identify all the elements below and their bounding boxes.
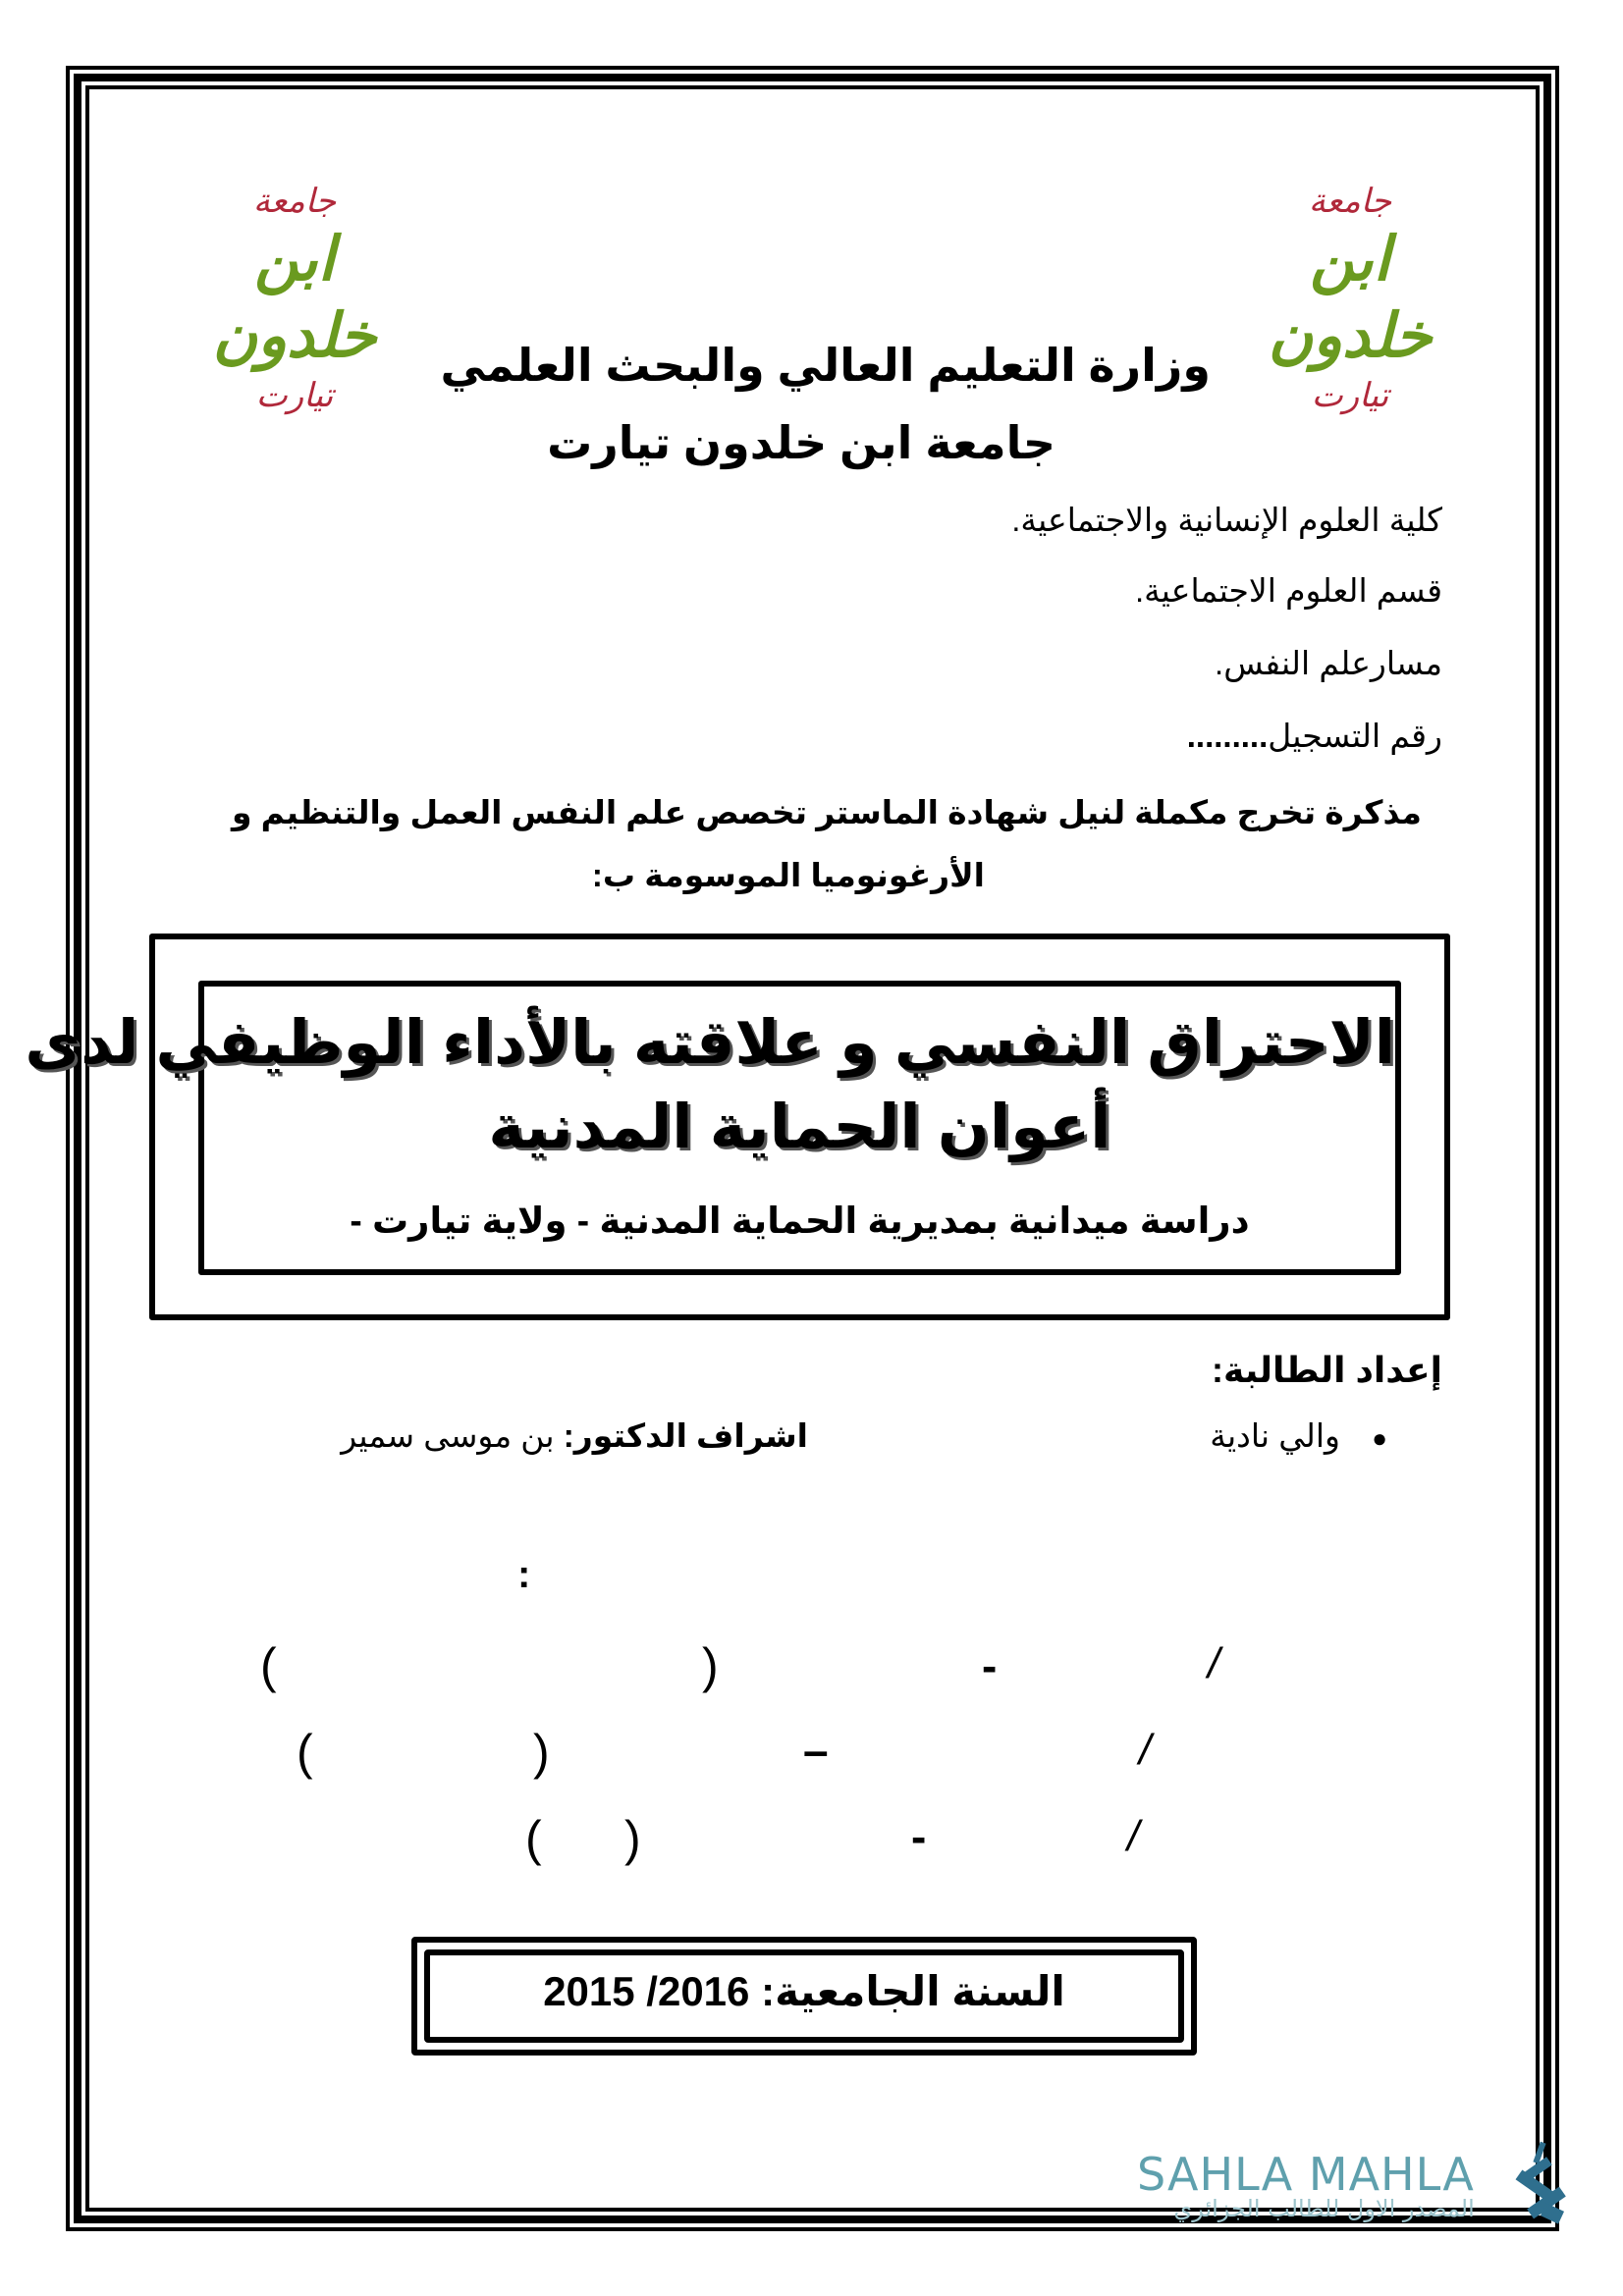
supervisor-name: بن موسى سمير — [341, 1417, 555, 1454]
academic-year — [430, 1967, 1178, 2015]
registration-label: رقم التسجيل — [1268, 718, 1442, 754]
row3-paren-left: ( — [525, 1811, 542, 1866]
watermark-tagline: المصدر الاول للطالب الجزائري — [1173, 2195, 1475, 2222]
row2-slash: / — [1139, 1726, 1152, 1774]
watermark-block — [1137, 2148, 1475, 2222]
row1-paren-left: ( — [260, 1638, 277, 1693]
row1-paren-right: ) — [702, 1638, 719, 1693]
bullet-icon: ● — [1372, 1422, 1387, 1453]
row1-slash: / — [1208, 1639, 1220, 1687]
logo-word-tiaret: تيارت — [255, 376, 334, 415]
registration-value: ......... — [1186, 718, 1269, 754]
row1-dash: - — [982, 1640, 998, 1691]
logo-word-ibn-khaldoun: ابن خلدون — [1268, 223, 1433, 371]
watermark-calligraphy-icon — [1507, 2138, 1576, 2226]
supervisor-label: اشراف الدكتور: — [563, 1417, 808, 1454]
logo-word-tiaret: تيارت — [1311, 376, 1389, 415]
faculty-line: كلية العلوم الإنسانية والاجتماعية. — [1011, 502, 1442, 538]
row3-dash: - — [911, 1811, 927, 1862]
track-line: مسارعلم النفس. — [1215, 645, 1442, 681]
row3-paren-right: ) — [624, 1811, 641, 1866]
committee-colon: : — [517, 1553, 531, 1596]
thesis-intro-line2: الأرغونوميا الموسومة ب: — [591, 857, 985, 893]
thesis-intro-line1: مذكرة تخرج مكملة لنيل شهادة الماستر تخصص علم النفس العمل والتنظيم و — [231, 794, 1422, 830]
university-logo-left — [187, 182, 403, 415]
row3-slash: / — [1127, 1812, 1140, 1860]
university-logo-right — [1242, 182, 1458, 415]
student-entry — [1210, 1416, 1387, 1455]
row2-dash: – — [803, 1725, 829, 1776]
academic-year-value: 2015 /2016 — [543, 1968, 750, 2014]
row2-paren-left: ( — [297, 1725, 313, 1780]
student-name: والي نادية — [1210, 1417, 1340, 1454]
thesis-subtitle: دراسة ميدانية بمديرية الحماية المدنية - ولاية تيارت - — [350, 1201, 1250, 1241]
registration-line — [1187, 717, 1442, 755]
row2-paren-right: ) — [533, 1725, 550, 1780]
academic-year-label: السنة الجامعية: — [761, 1968, 1065, 2014]
logo-word-jamiaa: جامعة — [252, 182, 337, 221]
university-heading: جامعة ابن خلدون تيارت — [547, 417, 1055, 468]
ministry-heading: وزارة التعليم العالي والبحث العلمي — [440, 340, 1211, 391]
watermark-brand: SAHLA MAHLA — [1137, 2148, 1475, 2201]
logo-word-ibn-khaldoun: ابن خلدون — [212, 223, 377, 371]
thesis-title-line1: الاحتراق النفسي و علاقته بالأداء الوظيفي لدى — [25, 1009, 1395, 1077]
prepared-by-label: إعداد الطالبة: — [1211, 1350, 1442, 1390]
supervisor-entry — [341, 1416, 808, 1455]
thesis-title-line2: أعوان الحماية المدنية — [488, 1094, 1111, 1161]
logo-word-jamiaa: جامعة — [1308, 182, 1392, 221]
department-line: قسم العلوم الاجتماعية. — [1134, 572, 1442, 609]
